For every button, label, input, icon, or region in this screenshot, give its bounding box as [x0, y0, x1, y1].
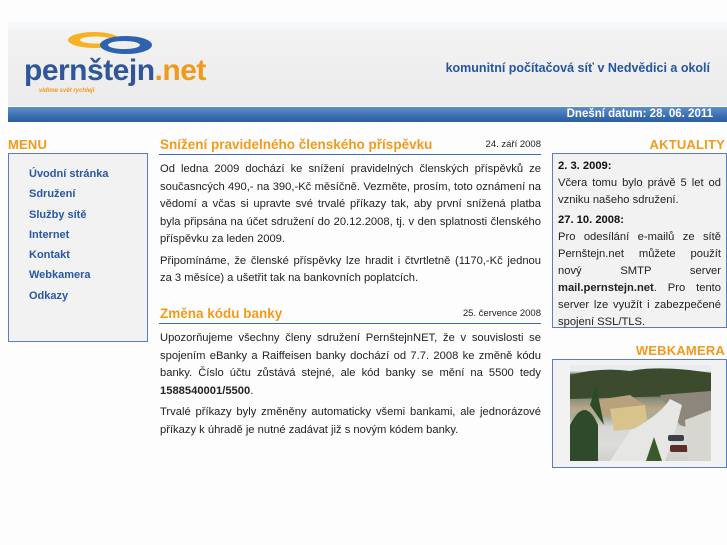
logo-wordmark: pernštejn.net [24, 54, 206, 87]
webcam-image[interactable] [570, 365, 711, 461]
logo-slogan: vidíme svět rychleji [39, 88, 95, 94]
article-header [159, 137, 541, 155]
article-title: Snížení pravidelného členského příspěvku [160, 137, 433, 152]
menu-item-home[interactable]: Úvodní stránka [29, 168, 109, 180]
article-paragraph: Připomínáme, že členské příspěvky lze hradit i čtvrtletně (1170,-Kč jednou za 3 měsíce) a ušetřit tak na bankovních poplatcích. [160, 254, 541, 284]
menu-item-links[interactable]: Odkazy [29, 289, 69, 302]
main-menu [8, 153, 148, 342]
webcam-heading: WEBKAMERA [635, 343, 725, 358]
article-date: 24. září 2008 [485, 139, 541, 150]
article-header [159, 306, 541, 324]
site-logo[interactable] [24, 30, 204, 100]
article-paragraph: Trvalé příkazy byly změněny automaticky všemi bankami, ale jednorázové příkazy k úhradě je nutné zadávat již s novým kódem banky. [160, 406, 541, 436]
news-box [552, 153, 727, 328]
menu-item-webcam[interactable]: Webkamera [29, 269, 91, 282]
news-heading: AKTUALITY [649, 137, 725, 152]
site-tagline: komunitní počítačová síť v Nedvědici a okolí [445, 61, 710, 75]
news-date: 2. 3. 2009: [558, 160, 612, 172]
site-header [8, 22, 727, 106]
news-text: Pro odesílání e-mailů ze sítě Pernštejn.net můžete použít nový SMTP server mail.pernstejn.net. Pro tento server lze využít i zabezpečené spojení SSL/TLS. [558, 231, 721, 328]
menu-heading: MENU [8, 137, 48, 152]
article-paragraph: Od ledna 2009 dochází ke snížení pravidelných členských příspěvků ze současncých 490,- na 390,-Kč měsíčně. Vezměte, prosím, toto oznámení na vědomí a včas si upravte své trvalé příkazy tak, aby první snížená platba byla připsána na účet sdružení do 20.12.2008, tj. v den splatnosti členského příspěvku za leden 2009. [160, 163, 541, 245]
webcam-photo-icon [570, 365, 711, 461]
smtp-server: mail.pernstejn.net [558, 282, 654, 294]
current-date: Dnešní datum: 28. 06. 2011 [566, 108, 713, 120]
news-text: Včera tomu bylo právě 5 let od vzniku našeho sdružení. [558, 177, 721, 206]
logo-infinity-icon [66, 30, 156, 56]
menu-item-association[interactable]: Sdružení [29, 188, 76, 201]
menu-item-internet[interactable]: Internet [29, 228, 70, 241]
news-date: 27. 10. 2008: [558, 214, 624, 226]
article-fee-reduction [159, 137, 541, 288]
date-bar [8, 107, 727, 122]
article-paragraph: Upozorňujeme všechny členy sdružení PernštejnNET, že v souvislosti se spojením eBanky a Raiffeisen banky dochází od 7.7. 2008 ke změně kódu banky. Číslo účtu zůstává stejné, ale kód banky se mění na 5500 tedy 1588540001/5500. [160, 332, 541, 397]
article-title: Změna kódu banky [160, 306, 283, 321]
menu-item-contact[interactable]: Kontakt [29, 249, 70, 262]
menu-item-services[interactable]: Služby sítě [29, 208, 87, 221]
bank-account-number: 1588540001/5500 [160, 384, 251, 397]
article-date: 25. července 2008 [462, 308, 541, 319]
article-bank-code-change [159, 306, 541, 439]
webcam-box [552, 359, 727, 468]
